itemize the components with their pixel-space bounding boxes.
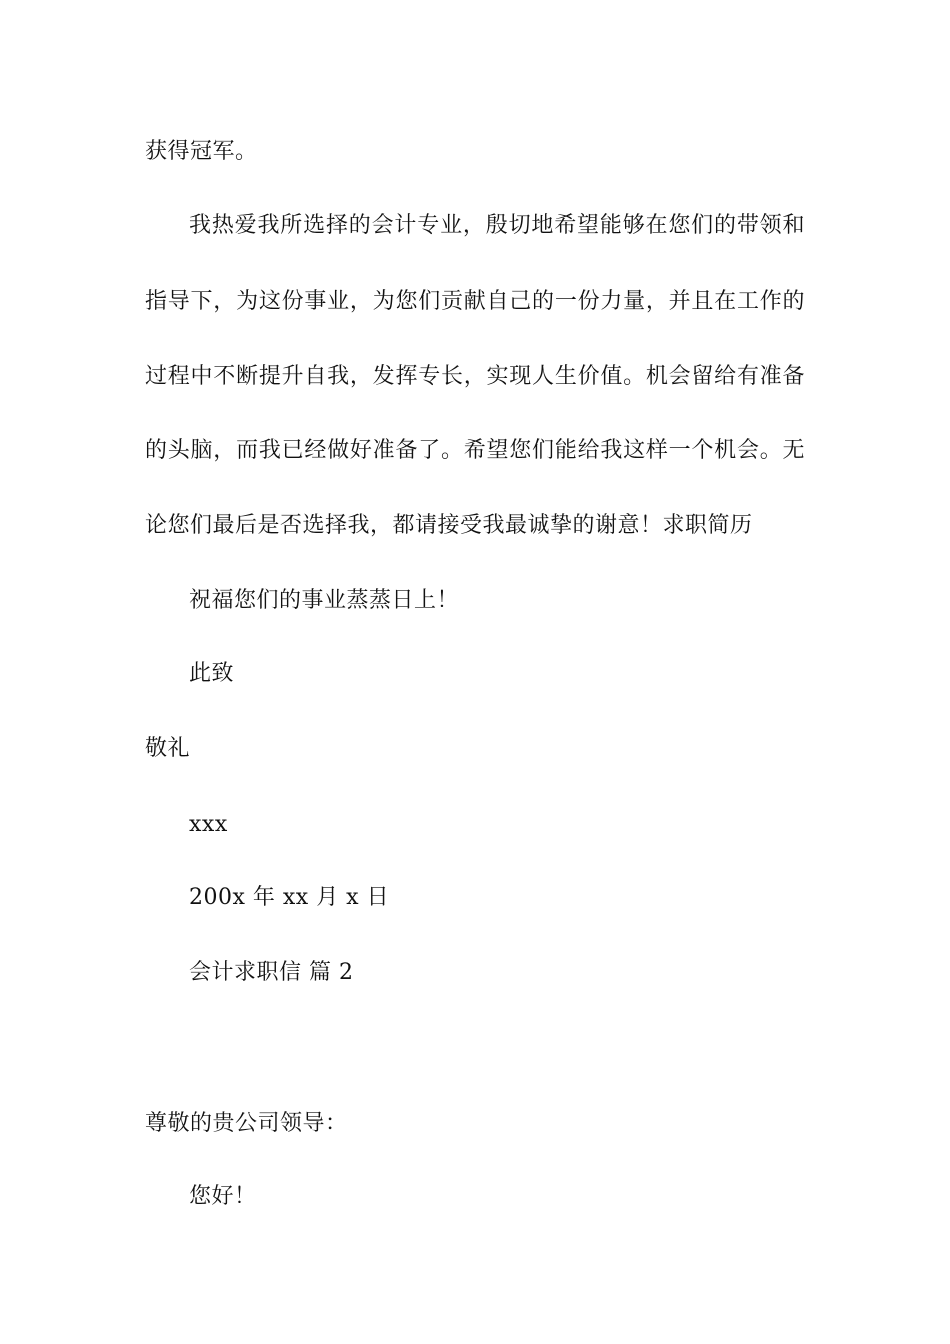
- text-line-9: 敬礼: [145, 736, 191, 761]
- text-line-8: 此致: [189, 661, 235, 686]
- text-line-2: 我热爱我所选择的会计专业，殷切地希望能够在您们的带领和: [189, 213, 805, 238]
- text-line-7: 祝福您们的事业蒸蒸日上！: [189, 588, 460, 613]
- text-line-11: 200x 年 xx 月 x 日: [189, 885, 390, 910]
- text-line-12: 会计求职信 篇 2: [189, 960, 354, 985]
- text-line-1: 获得冠军。: [145, 139, 258, 164]
- text-line-6: 论您们最后是否选择我，都请接受我最诚挚的谢意！求职简历: [145, 513, 753, 538]
- text-line-13: 尊敬的贵公司领导：: [145, 1111, 348, 1136]
- text-line-4: 过程中不断提升自我，发挥专长，实现人生价值。机会留给有准备: [145, 364, 805, 389]
- text-line-14: 您好！: [189, 1184, 257, 1209]
- text-line-5: 的头脑，而我已经做好准备了。希望您们能给我这样一个机会。无: [145, 438, 805, 463]
- text-line-3: 指导下，为这份事业，为您们贡献自己的一份力量，并且在工作的: [145, 289, 805, 314]
- text-line-10: xxx: [189, 812, 228, 837]
